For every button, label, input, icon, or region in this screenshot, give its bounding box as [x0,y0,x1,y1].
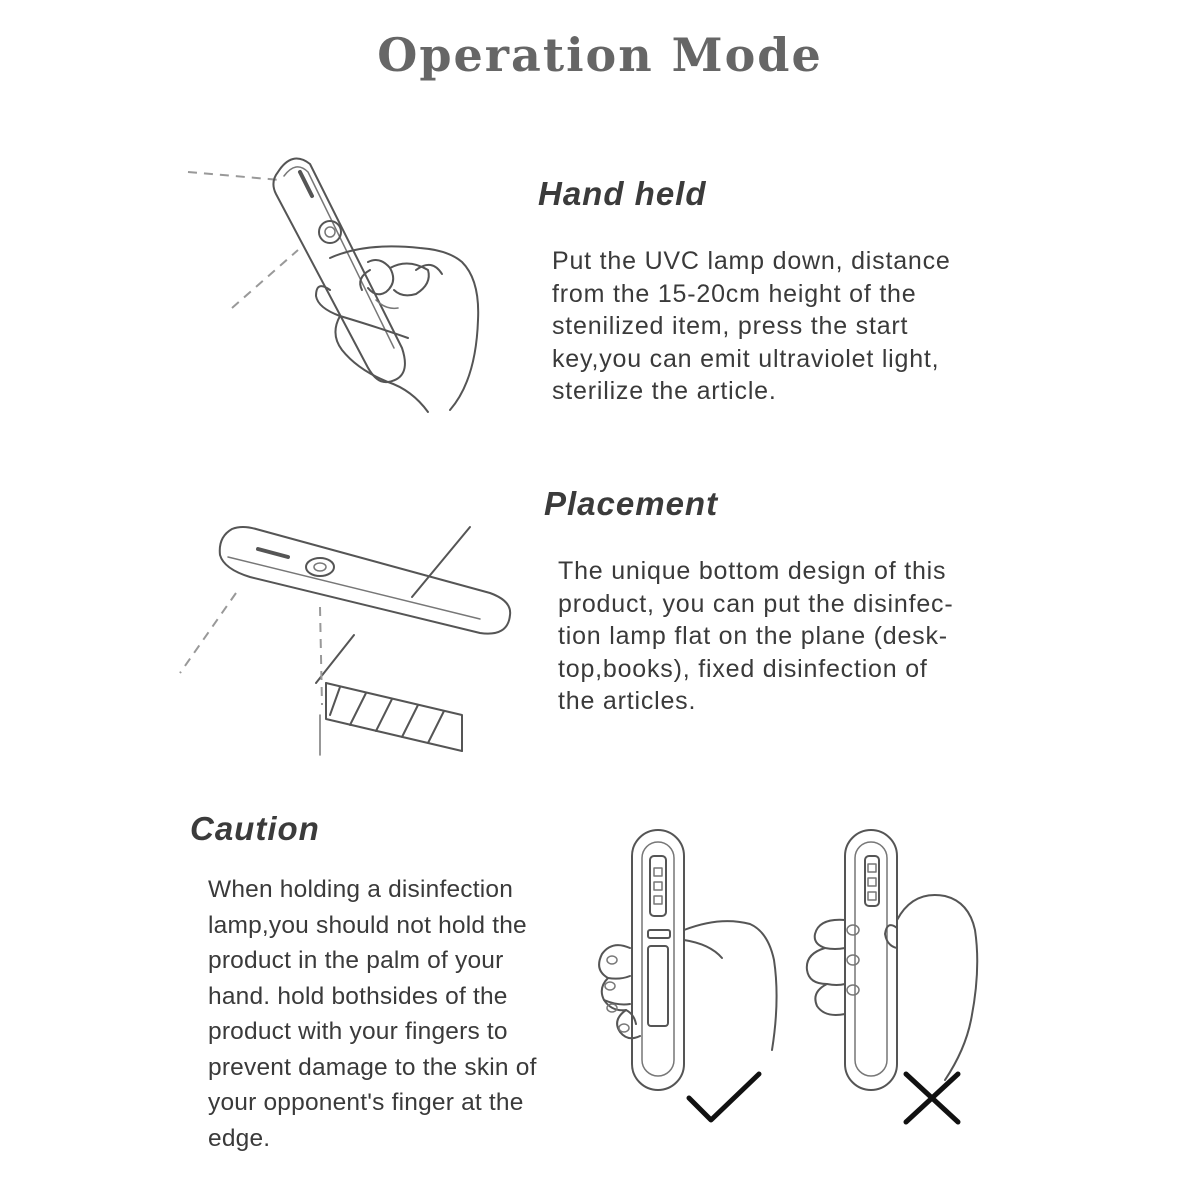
hand-held-heading: Hand held [538,175,707,212]
wrong-grip-illustration [795,820,995,1130]
placement-text [558,555,953,718]
hand-held-line: from the 15-20cm height of the [552,279,917,308]
caution-text [208,872,537,1156]
placement-line: the articles. [558,687,697,715]
caution-line: product with your fingers to [208,1018,508,1045]
hand-icon [807,895,977,1080]
placement-illustration [170,515,530,770]
placement-line: top,books), fixed disinfection of [558,654,928,683]
desk-icon [320,683,462,755]
check-mark-icon [685,1068,765,1128]
lamp-icon [273,159,405,383]
caution-line: product in the palm of your [208,947,504,974]
cross-mark-icon [900,1068,964,1128]
caution-line: edge. [208,1124,271,1152]
page-title: Operation Mode [377,28,823,82]
placement-line: product, you can put the disinfec- [558,589,954,618]
lamp-icon [632,830,684,1090]
caution-line: lamp,you should not hold the [208,911,527,939]
hand-icon [599,921,776,1050]
placement-heading: Placement [544,485,719,522]
caution-line: prevent damage to the skin of [208,1053,537,1081]
placement-line: The unique bottom design of this [558,557,947,585]
hand-held-line: sterilize the article. [552,377,777,405]
caution-heading: Caution [190,810,320,847]
caution-line: your opponent's finger at the [208,1089,524,1116]
hand-icon [316,246,478,412]
hand-held-illustration [180,150,510,420]
hand-held-text [552,245,951,408]
hand-held-line: key,you can emit ultraviolet light, [552,344,940,373]
lamp-icon [845,830,897,1090]
hand-held-line: stenilized item, press the start [552,312,909,340]
placement-line: tion lamp flat on the plane (desk- [558,622,948,650]
caution-line: hand. hold bothsides of the [208,982,508,1010]
caution-line: When holding a disinfection [208,876,514,903]
lamp-icon [220,527,510,634]
hand-held-line: Put the UVC lamp down, distance [552,247,951,275]
